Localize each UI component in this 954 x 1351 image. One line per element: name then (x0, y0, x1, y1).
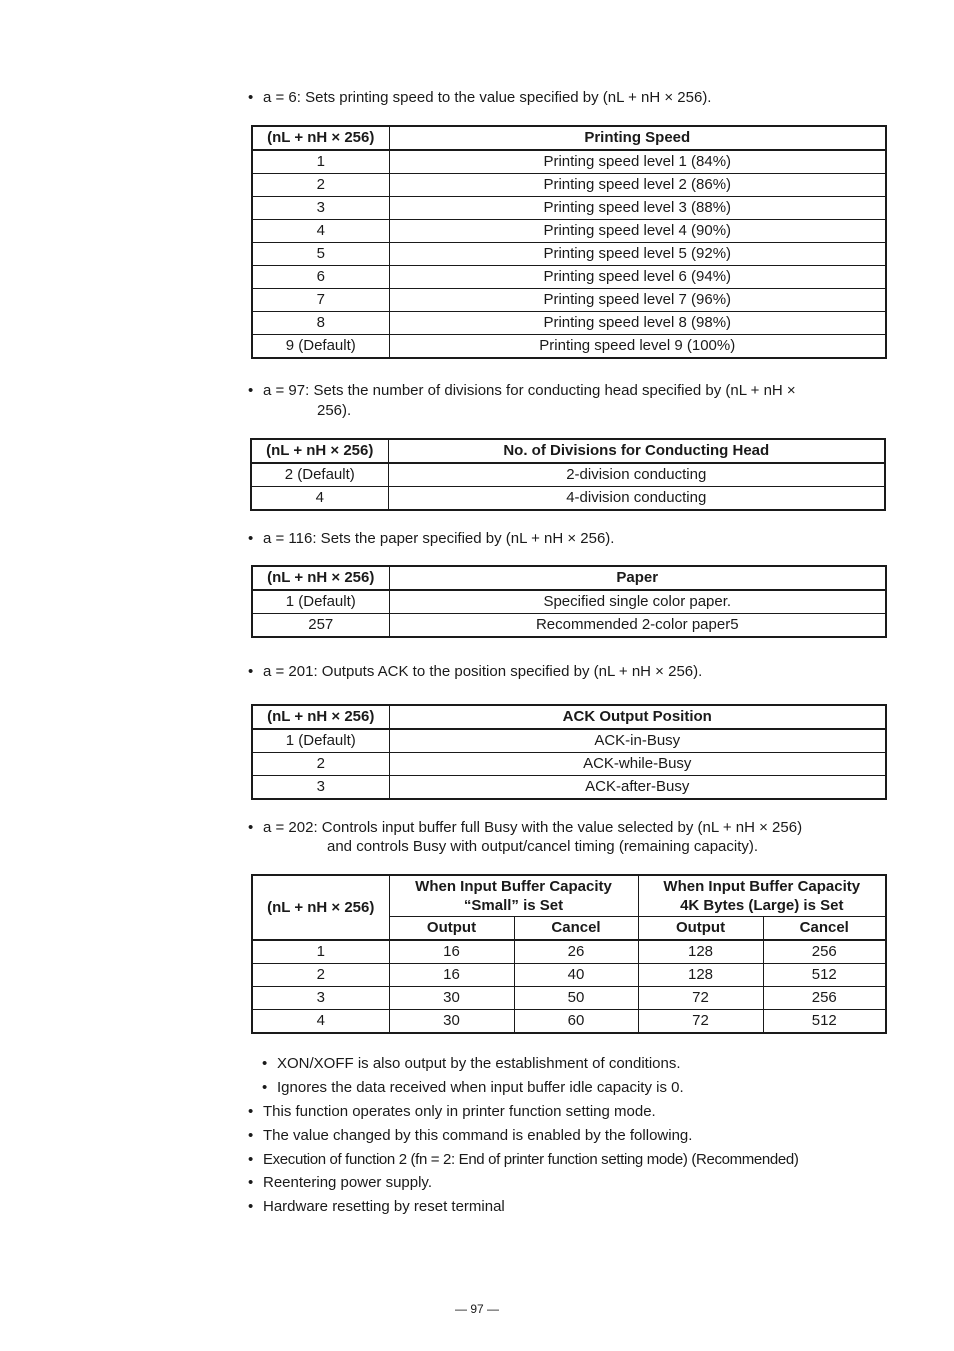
table-cell: 2 (252, 964, 389, 987)
conducting-head-table (250, 438, 886, 511)
intro-a202-continuation: and controls Busy with output/cancel timing (remaining capacity). (327, 838, 759, 855)
table-cell: 512 (763, 1010, 886, 1034)
table-cell: 2-division conducting (388, 463, 885, 487)
table-row (252, 335, 886, 359)
table-row (252, 940, 886, 964)
bullet-item: • This function operates only in printer function setting mode. (248, 1103, 656, 1120)
table-cell: 4 (252, 220, 389, 243)
intro-a97: • a = 97: Sets the number of divisions for conducting head specified by (nL + nH × (248, 382, 796, 399)
table-cell: Recommended 2-color paper5 (389, 614, 886, 638)
table-cell: 40 (514, 964, 638, 987)
bullet-item: • Reentering power supply. (248, 1174, 432, 1191)
sub-bullet-item: • Ignores the data received when input buffer idle capacity is 0. (262, 1079, 684, 1096)
table-row (251, 463, 885, 487)
table-cell: 4 (251, 487, 388, 511)
table-row (252, 753, 886, 776)
table-cell: Printing speed level 5 (92%) (389, 243, 886, 266)
table-row (252, 243, 886, 266)
bullet-dot: • (248, 663, 254, 680)
table-cell: ACK-after-Busy (389, 776, 886, 800)
table-row (252, 987, 886, 1010)
intro-a6: • a = 6: Sets printing speed to the value specified by (nL + nH × 256). (248, 89, 712, 106)
table-cell: Printing speed level 2 (86%) (389, 174, 886, 197)
intro-a201: • a = 201: Outputs ACK to the position specified by (nL + nH × 256). (248, 663, 703, 680)
table-cell: 512 (763, 964, 886, 987)
paper-table (251, 565, 887, 638)
table-row (252, 729, 886, 753)
table-header: Cancel (514, 917, 638, 941)
table-cell: Printing speed level 3 (88%) (389, 197, 886, 220)
table-cell: Printing speed level 7 (96%) (389, 289, 886, 312)
table-cell: 7 (252, 289, 389, 312)
bullet-dot: • (248, 89, 254, 106)
table-cell: 16 (389, 940, 514, 964)
table-header-row (252, 875, 886, 917)
table-cell: 3 (252, 197, 389, 220)
bullet-dot: • (248, 530, 254, 547)
table-cell: 30 (389, 987, 514, 1010)
table-cell: 72 (638, 1010, 763, 1034)
intro-a97-continuation: 256). (317, 402, 352, 419)
table-cell: 72 (638, 987, 763, 1010)
table-header: (nL + nH × 256) (252, 705, 389, 729)
table-cell: Specified single color paper. (389, 590, 886, 614)
bullet-dot: • (248, 1127, 254, 1144)
table-cell: 4-division conducting (388, 487, 885, 511)
table-header: Cancel (763, 917, 886, 941)
bullet-item: • Execution of function 2 (fn = 2: End of printer function setting mode) (Recommended) (248, 1151, 799, 1168)
table-header-row (251, 439, 885, 463)
table-cell: 1 (Default) (252, 729, 389, 753)
bullet-dot: • (248, 1198, 254, 1215)
table-cell: 5 (252, 243, 389, 266)
table-cell: 2 (252, 753, 389, 776)
table-cell: Printing speed level 1 (84%) (389, 150, 886, 174)
table-cell: 9 (Default) (252, 335, 389, 359)
table-cell: Printing speed level 6 (94%) (389, 266, 886, 289)
table-cell: 1 (252, 940, 389, 964)
table-cell: Printing speed level 9 (100%) (389, 335, 886, 359)
table-row (252, 289, 886, 312)
table-cell: 256 (763, 987, 886, 1010)
table-group-header: When Input Buffer Capacity “Small” is Set (389, 875, 638, 917)
bullet-item: • The value changed by this command is enabled by the following. (248, 1127, 693, 1144)
intro-a202: • a = 202: Controls input buffer full Busy with the value selected by (nL + nH × 256) (248, 819, 803, 836)
bullet-dot: • (262, 1055, 268, 1072)
table-row (252, 174, 886, 197)
table-cell: 3 (252, 776, 389, 800)
table-header: (nL + nH × 256) (252, 875, 389, 940)
table-cell: 50 (514, 987, 638, 1010)
bullet-dot: • (248, 819, 254, 836)
buffer-busy-table (251, 874, 887, 1034)
table-row (252, 312, 886, 335)
table-cell: 6 (252, 266, 389, 289)
table-header: Output (638, 917, 763, 941)
table-row (252, 197, 886, 220)
intro-a116: • a = 116: Sets the paper specified by (nL + nH × 256). (248, 530, 615, 547)
bullet-dot: • (262, 1079, 268, 1096)
table-cell: 4 (252, 1010, 389, 1034)
table-row (252, 590, 886, 614)
bullet-dot: • (248, 1103, 254, 1120)
table-header: (nL + nH × 256) (251, 439, 388, 463)
bullet-dot: • (248, 1174, 254, 1191)
table-row (252, 266, 886, 289)
page-number: — 97 — (454, 1302, 499, 1316)
table-cell: 1 (Default) (252, 590, 389, 614)
table-cell: ACK-in-Busy (389, 729, 886, 753)
table-row (251, 487, 885, 511)
table-cell: 128 (638, 964, 763, 987)
bullet-item: • Hardware resetting by reset terminal (248, 1198, 505, 1215)
table-cell: 16 (389, 964, 514, 987)
ack-position-table (251, 704, 887, 800)
table-cell: Printing speed level 4 (90%) (389, 220, 886, 243)
table-header: (nL + nH × 256) (252, 126, 389, 150)
bullet-dot: • (248, 382, 254, 399)
table-header: No. of Divisions for Conducting Head (388, 439, 885, 463)
printing-speed-table (251, 125, 887, 359)
table-cell: 256 (763, 940, 886, 964)
table-cell: 2 (Default) (251, 463, 388, 487)
table-row (252, 220, 886, 243)
table-header: ACK Output Position (389, 705, 886, 729)
table-header: (nL + nH × 256) (252, 566, 389, 590)
table-cell: 2 (252, 174, 389, 197)
table-row (252, 964, 886, 987)
bullet-dot: • (248, 1151, 253, 1168)
table-header: Printing Speed (389, 126, 886, 150)
table-cell: ACK-while-Busy (389, 753, 886, 776)
table-row (252, 1010, 886, 1034)
table-cell: 8 (252, 312, 389, 335)
table-cell: 1 (252, 150, 389, 174)
table-header: Output (389, 917, 514, 941)
table-row (252, 776, 886, 800)
table-row (252, 150, 886, 174)
table-cell: 257 (252, 614, 389, 638)
table-cell: 3 (252, 987, 389, 1010)
table-header-row (252, 566, 886, 590)
table-cell: 128 (638, 940, 763, 964)
table-cell: 26 (514, 940, 638, 964)
sub-bullet-item: • XON/XOFF is also output by the establishment of conditions. (262, 1055, 681, 1072)
table-header-row (252, 705, 886, 729)
table-cell: Printing speed level 8 (98%) (389, 312, 886, 335)
table-row (252, 614, 886, 638)
table-group-header: When Input Buffer Capacity 4K Bytes (Large) is Set (638, 875, 886, 917)
table-header-row (252, 126, 886, 150)
table-cell: 60 (514, 1010, 638, 1034)
table-cell: 30 (389, 1010, 514, 1034)
table-header: Paper (389, 566, 886, 590)
